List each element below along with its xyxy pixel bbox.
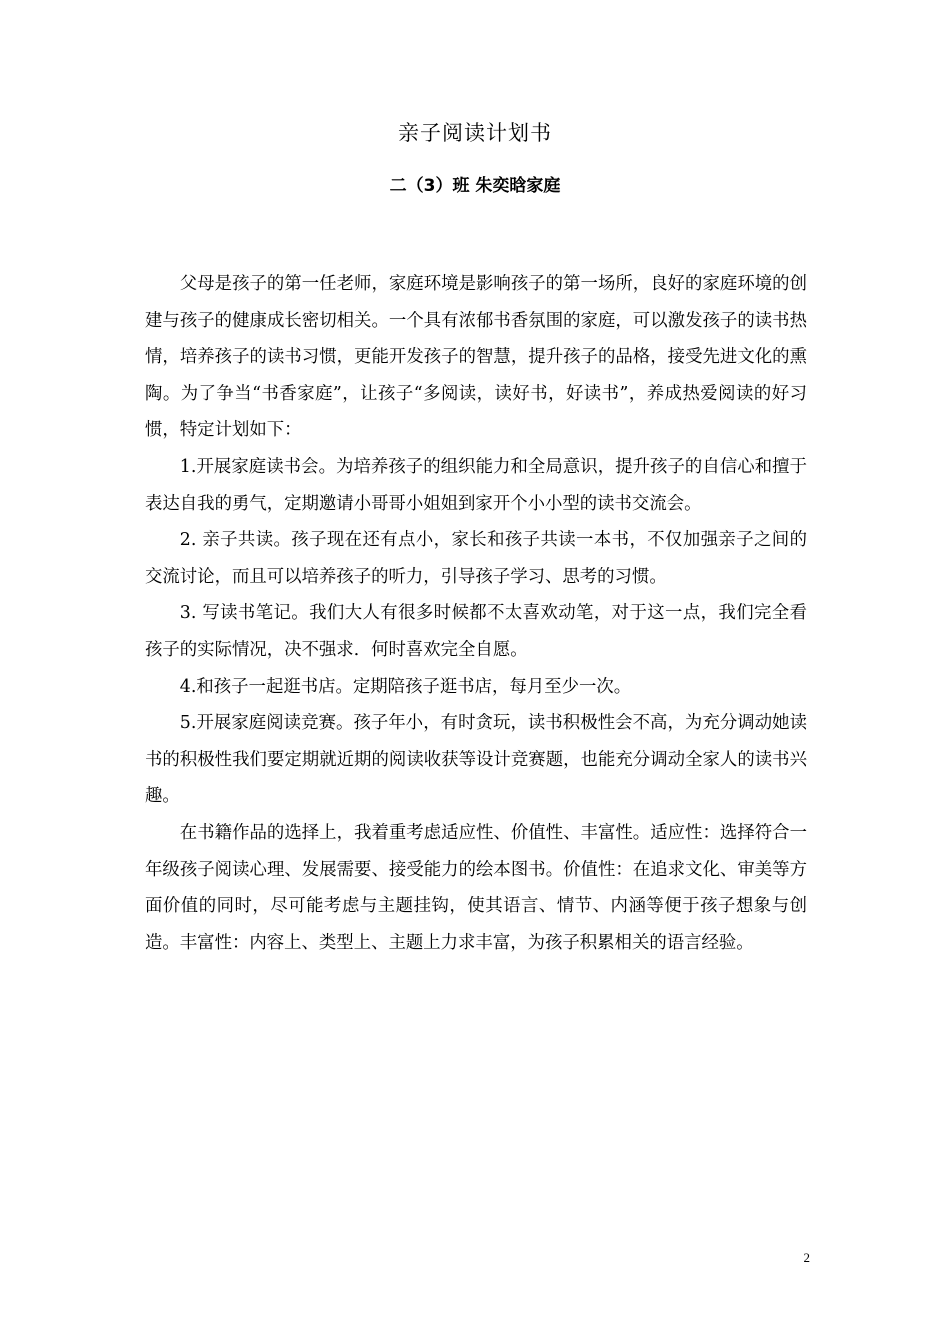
- paragraph-book-selection: 在书籍作品的选择上，我着重考虑适应性、价值性、丰富性。适应性：选择符合一年级孩子阅读心理、发展需要、接受能力的绘本图书。价值性：在追求文化、审美等方面价值的同时，尽可能考虑与主题挂钩，使其语言、情节、内涵等便于孩子想象与创造。丰富性：内容上、类型上、主题上力求丰富，为孩子积累相关的语言经验。: [145, 822, 807, 953]
- paragraph-item-2: 2. 亲子共读。孩子现在还有点小，家长和孩子共读一本书，不仅加强亲子之间的交流讨论，而且可以培养孩子的听力，引导孩子学习、思考的习惯。: [145, 530, 807, 587]
- paragraph-intro: 父母是孩子的第一任老师，家庭环境是影响孩子的第一场所，良好的家庭环境的创建与孩子的健康成长密切相关。一个具有浓郁书香氛围的家庭，可以激发孩子的读书热情，培养孩子的读书习惯，更能开发孩子的智慧，提升孩子的品格，接受先进文化的熏陶。为了争当“书香家庭”，让孩子“多阅读，读好书，好读书”，养成热爱阅读的好习惯，特定计划如下：: [145, 274, 807, 441]
- page-subtitle: 二（3）班 朱奕晗家庭: [389, 176, 561, 196]
- page-number: 2: [803, 1250, 810, 1265]
- document-body: [145, 266, 807, 961]
- paragraph-item-1: 1.开展家庭读书会。为培养孩子的组织能力和全局意识，提升孩子的自信心和擅于表达自我的勇气，定期邀请小哥哥小姐姐到家开个小小型的读书交流会。: [145, 456, 807, 514]
- page-title: 亲子阅读计划书: [398, 121, 552, 145]
- paragraph-item-3: 3. 写读书笔记。我们大人有很多时候都不太喜欢动笔，对于这一点，我们完全看孩子的实际情况，决不强求．何时喜欢完全自愿。: [145, 603, 807, 660]
- paragraph-item-5: 5.开展家庭阅读竞赛。孩子年小，有时贪玩，读书积极性会不高，为充分调动她读书的积极性我们要定期就近期的阅读收获等设计竞赛题，也能充分调动全家人的读书兴趣。: [145, 713, 807, 807]
- paragraph-item-4: 4.和孩子一起逛书店。定期陪孩子逛书店，每月至少一次。: [179, 676, 632, 697]
